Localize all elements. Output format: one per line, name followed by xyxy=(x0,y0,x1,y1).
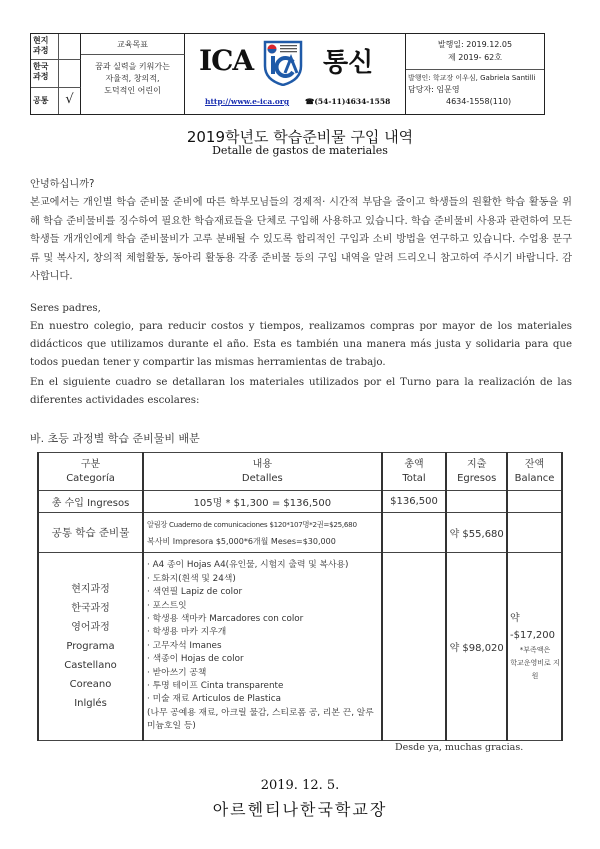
programs-egresos: 약 $98,020 xyxy=(446,553,507,741)
publisher: 발행인: 학교장 이우심, Gabriela Santilli xyxy=(408,74,536,82)
publisher-info xyxy=(406,70,544,114)
brand-name: ICA xyxy=(199,44,254,77)
list-item: · 투명 테이프 Cinta transparente xyxy=(147,681,284,692)
programs-total xyxy=(382,553,447,741)
common-detail xyxy=(143,513,382,553)
list-item: · A4 종이 Hojas A4(유인물, 시험지 출력 및 복사용) xyxy=(147,560,349,571)
common-category: 공통 학습 준비물 xyxy=(38,513,143,553)
income-egresos xyxy=(446,491,507,513)
course-check-local xyxy=(59,34,81,60)
course-check-common: √ xyxy=(59,88,81,114)
greeting-korean: 안녕하십니까? xyxy=(30,179,95,190)
table-row-income xyxy=(38,491,562,513)
balance-note: 학교운영비로 지원 xyxy=(510,659,560,680)
list-item: · 도화지(흰색 및 24색) xyxy=(147,573,236,584)
table-row-programs xyxy=(38,553,562,741)
paragraph-spanish: En nuestro colegio, para reducir costos y tiempos, realizamos compras por mayor de los materiales didácticos que utilizamos durante el año. Esta es también una manera más justa y solidaria para que todos puedan tener y compartir las mismas herramientas de trabajo. xyxy=(30,321,572,368)
page-subtitle: Detalle de gastos de materiales xyxy=(212,144,388,157)
balance-value: -$17,200 xyxy=(510,630,556,641)
school-signature: 아르헨티나한국학교장 xyxy=(212,800,388,819)
programs-items xyxy=(143,553,382,741)
greeting-spanish: Seres padres, xyxy=(30,303,101,314)
header-category: 구분 Categoría xyxy=(38,453,143,491)
header-balance: 잔액 Balance xyxy=(507,453,562,491)
school-phone: ☎(54-11)4634-1558 xyxy=(305,97,391,106)
school-website-link[interactable]: http://www.e-ica.org xyxy=(205,97,290,106)
course-label-korean: 한국 과정 xyxy=(31,60,59,88)
goal-line: 자율적, 창의적, xyxy=(105,74,160,83)
income-total: $136,500 xyxy=(382,491,447,513)
page-title: 2019학년도 학습준비물 구입 내역 xyxy=(186,128,414,146)
balance-note: *부족액은 xyxy=(519,646,551,654)
programs-category: 현지과정 한국과정 영어과정 Programa Castellano Coreano Inlglés xyxy=(38,553,143,741)
income-detail: 105명 * $1,300 = $136,500 xyxy=(143,491,382,513)
header-egresos: 지출 Egresos xyxy=(446,453,507,491)
paragraph-spanish-2: En el siguiente cuadro se detallaran los materiales utilizados por el Turno para la realización de las diferentes actividades escolares: xyxy=(30,377,572,406)
header-details: 내용 Detalles xyxy=(143,453,382,491)
list-item: · 색연필 Lapiz de color xyxy=(147,587,243,598)
newsletter-label: 통신 xyxy=(323,48,374,78)
course-label-common: 공통 xyxy=(31,88,59,114)
header-total: 총액 Total xyxy=(382,453,447,491)
common-egresos: 약 $55,680 xyxy=(446,513,507,553)
list-item: · 미술 재료 Articulos de Plastica xyxy=(147,694,282,705)
school-logo-icon xyxy=(263,40,303,86)
budget-table xyxy=(37,452,563,741)
income-category: 총 수입 Ingresos xyxy=(38,491,143,513)
list-item: · 학생용 마카 지우개 xyxy=(147,627,227,638)
education-goal-title: 교육목표 xyxy=(81,34,185,55)
issue-info xyxy=(406,34,544,70)
goal-line: 꿈과 실력을 키워가는 xyxy=(95,62,170,71)
common-detail-line: 알림장 Cuaderno de comunicaciones $120*107명*2권=$25,680 xyxy=(147,519,357,529)
masthead xyxy=(185,34,406,114)
list-item: · 고무자석 Imanes xyxy=(147,640,222,651)
table-row-common xyxy=(38,513,562,553)
goal-line: 도덕적인 어린이 xyxy=(104,86,161,95)
issue-number: 제 2019- 62호 xyxy=(448,53,502,62)
income-balance xyxy=(507,491,562,513)
common-balance xyxy=(507,513,562,553)
balance-prefix: 약 xyxy=(510,613,520,624)
course-check-korean xyxy=(59,60,81,88)
issue-date: 발행일: 2019.12.05 xyxy=(437,40,513,49)
course-label-local: 현지 과정 xyxy=(31,34,59,60)
common-total xyxy=(382,513,447,553)
programs-balance xyxy=(507,553,562,741)
list-item: · 색종이 Hojas de color xyxy=(147,654,244,665)
contact-phone: 4634-1558(110) xyxy=(446,97,512,106)
closing-thanks: Desde ya, muchas gracias. xyxy=(395,742,524,753)
common-detail-line: 복사비 Impresora $5,000*6개월 Meses=$30,000 xyxy=(147,536,336,546)
section-title: 바. 초등 과정별 학습 준비물비 배분 xyxy=(30,432,200,445)
closing-date: 2019. 12. 5. xyxy=(260,778,340,793)
list-item: · 포스트잇 xyxy=(147,600,187,611)
table-header-row xyxy=(38,453,562,491)
education-goal xyxy=(81,55,185,114)
paragraph-korean: 본교에서는 개인별 학습 준비물 준비에 따른 학부모님들의 경제적· 시간적 부담을 줄이고 학생들의 원활한 학습 활동을 위해 학습 준비물비를 징수하여 필요한 학습재료들을 단체로 구입해 사용하고 있습니다. 학습 준비물비 사용과 관련하여 모든 학생들 개개인에게 학습 준비물비가 고루 분배될 수 있도록 합리적인 구입과 소비 방법을 연구하고 있습니다. 수업용 문구류 및 복사지, 창의적 체험활동, 동아리 활동용 각종 준비물 등의 구입 내역을 알려 드리오니 참고하여 주시기 바랍니다. 감사합니다. xyxy=(30,197,572,282)
contact-person: 담당자: 임문영 xyxy=(408,85,460,94)
newsletter-header xyxy=(30,33,545,115)
list-item: · 학생용 색마카 Marcadores con color xyxy=(147,613,304,624)
list-item: · 받아쓰기 공책 xyxy=(147,667,207,678)
list-item: (나무 공예용 재료, 아크릴 물감, 스티로폼 공, 리본 끈, 알루미늄호일 등) xyxy=(147,707,374,732)
